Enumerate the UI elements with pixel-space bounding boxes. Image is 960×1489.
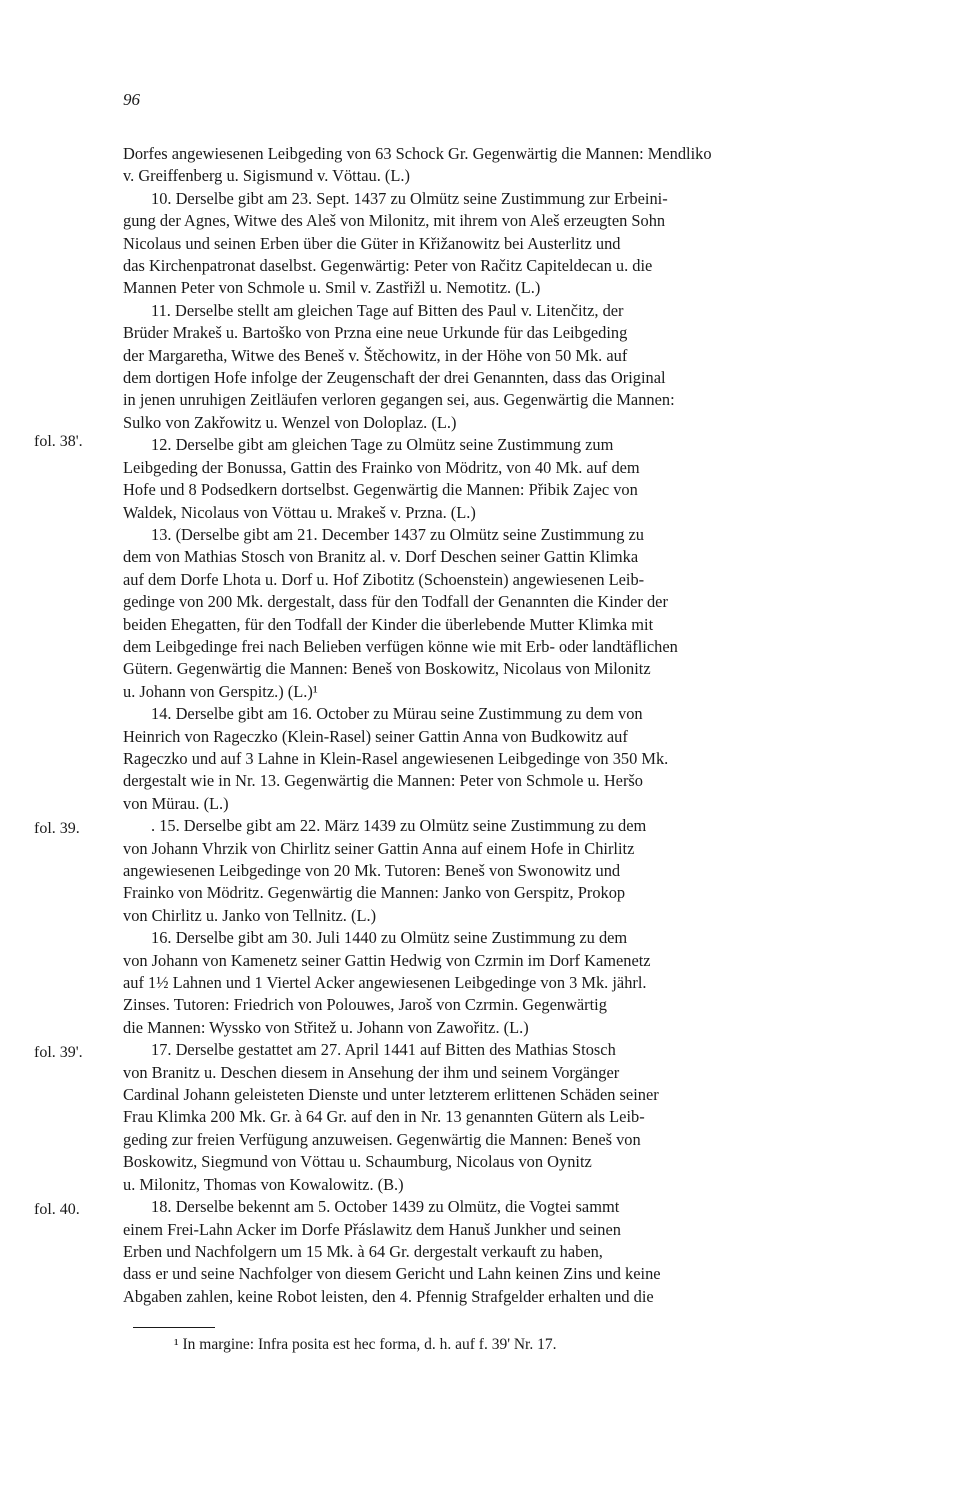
text-line: 11. Derselbe stellt am gleichen Tage auf Bitten des Paul v. Litenčitz, der: [151, 300, 624, 320]
text-line: von Johann von Kamenetz seiner Gattin Hedwig von Czrmin im Dorf Kamenetz: [123, 950, 651, 970]
text-line: dass er und seine Nachfolger von diesem Gericht und Lahn keinen Zins und keine: [123, 1264, 661, 1284]
margin-note-fol-39: fol. 39.: [34, 820, 80, 837]
text-line: 12. Derselbe gibt am gleichen Tage zu Olmütz seine Zustimmung zum: [151, 435, 614, 455]
page-number: 96: [123, 90, 140, 109]
text-line: u. Johann von Gerspitz.) (L.)¹: [123, 681, 318, 701]
text-line: Boskowitz, Siegmund von Vöttau u. Schaumburg, Nicolaus von Oynitz: [123, 1152, 592, 1172]
text-line: 17. Derselbe gestattet am 27. April 1441 auf Bitten des Mathias Stosch: [151, 1040, 616, 1060]
text-line: Frau Klimka 200 Mk. Gr. à 64 Gr. auf den in Nr. 13 genannten Gütern als Leib-: [123, 1107, 645, 1127]
text-line: dem von Mathias Stosch von Branitz al. v. Dorf Deschen seiner Gattin Klimka: [123, 547, 639, 567]
text-line: Nicolaus und seinen Erben über die Güter in Křižanowitz bei Austerlitz und: [123, 233, 621, 253]
text-line: Leibgeding der Bonussa, Gattin des Frainko von Mödritz, von 40 Mk. auf dem: [123, 457, 640, 477]
text-line: 16. Derselbe gibt am 30. Juli 1440 zu Olmütz seine Zustimmung zu dem: [151, 928, 628, 948]
text-line: . 15. Derselbe gibt am 22. März 1439 zu Olmütz seine Zustimmung zu dem: [151, 816, 647, 836]
text-line: u. Milonitz, Thomas von Kowalowitz. (B.): [123, 1174, 404, 1194]
text-line: Dorfes angewiesenen Leibgeding von 63 Schock Gr. Gegenwärtig die Mannen: Mendliko: [123, 144, 712, 163]
text-line: von Mürau. (L.): [123, 793, 229, 813]
footnote-divider: [133, 1327, 215, 1328]
text-line: beiden Ehegatten, für den Todfall der Kinder die überlebende Mutter Klimka mit: [123, 614, 654, 634]
text-line: 10. Derselbe gibt am 23. Sept. 1437 zu Olmütz seine Zustimmung zur Erbeini-: [151, 188, 668, 208]
text-line: von Chirlitz u. Janko von Tellnitz. (L.): [123, 905, 377, 925]
margin-note-fol-38v: fol. 38'.: [34, 433, 83, 450]
text-line: in jenen unruhigen Zeitläufen verloren gegangen sei, aus. Gegenwärtig die Mannen:: [123, 390, 675, 410]
text-line: auf 1½ Lahnen und 1 Viertel Acker angewiesenen Leibgedinge von 3 Mk. jährl.: [123, 973, 647, 993]
text-line: gung der Agnes, Witwe des Aleš von Milonitz, mit ihrem von Aleš erzeugten Sohn: [123, 211, 666, 231]
text-line: von Branitz u. Deschen diesem in Ansehung der ihm und seinem Vorgänger: [123, 1062, 620, 1082]
text-line: Gütern. Gegenwärtig die Mannen: Beneš von Boskowitz, Nicolaus von Milonitz: [123, 659, 651, 679]
text-line: einem Frei-Lahn Acker im Dorfe Přáslawitz dem Hanuš Junkher und seinen: [123, 1219, 621, 1239]
text-line: 13. (Derselbe gibt am 21. December 1437 zu Olmütz seine Zustimmung zu: [151, 524, 644, 544]
text-line: geding zur freien Verfügung anzuweisen. Gegenwärtig die Mannen: Beneš von: [123, 1129, 641, 1149]
text-line: dergestalt wie in Nr. 13. Gegenwärtig die Mannen: Peter von Schmole u. Heršo: [123, 771, 643, 791]
text-line: der Margaretha, Witwe des Beneš v. Štěchowitz, in der Höhe von 50 Mk. auf: [123, 345, 628, 365]
text-line: dem dortigen Hofe infolge der Zeugenschaft der drei Genannten, dass das Original: [123, 368, 666, 388]
text-line: dem Leibgedinge frei nach Belieben verfügen könne wie mit Erb- oder landtäflichen: [123, 636, 678, 656]
text-line: Hofe und 8 Podsedkern dortselbst. Gegenwärtig die Mannen: Přibik Zajec von: [123, 480, 638, 500]
text-line: Mannen Peter von Schmole u. Smil v. Zastřižl u. Nemotitz. (L.): [123, 278, 541, 298]
text-line: Erben und Nachfolgern um 15 Mk. à 64 Gr. dergestalt verkauft zu haben,: [123, 1241, 603, 1261]
text-line: Heinrich von Rageczko (Klein-Rasel) seiner Gattin Anna von Budkowitz auf: [123, 726, 628, 746]
text-line: die Mannen: Wyssko von Střitež u. Johann von Zawořitz. (L.): [123, 1017, 529, 1037]
text-line: Waldek, Nicolaus von Vöttau u. Mrakeš v. Przna. (L.): [123, 502, 476, 522]
footnote: ¹ In margine: Infra posita est hec forma, d. h. auf f. 39' Nr. 17.: [174, 1336, 557, 1353]
margin-note-fol-40: fol. 40.: [34, 1201, 80, 1218]
text-line: v. Greiffenberg u. Sigismund v. Vöttau. (L.): [123, 166, 410, 186]
text-line: Zinses. Tutoren: Friedrich von Polouwes, Jaroš von Czrmin. Gegenwärtig: [123, 995, 607, 1015]
text-line: auf dem Dorfe Lhota u. Dorf u. Hof Zibotitz (Schoenstein) angewiesenen Leib-: [123, 569, 645, 589]
text-line: von Johann Vhrzik von Chirlitz seiner Gattin Anna auf einem Hofe in Chirlitz: [123, 838, 635, 858]
main-text: [123, 143, 829, 1308]
text-line: Sulko von Zakřowitz u. Wenzel von Doloplaz. (L.): [123, 412, 457, 432]
text-line: Abgaben zahlen, keine Robot leisten, den 4. Pfennig Strafgelder erhalten und die: [123, 1286, 654, 1306]
text-line: Frainko von Mödritz. Gegenwärtig die Mannen: Janko von Gerspitz, Prokop: [123, 883, 626, 903]
text-line: 18. Derselbe bekennt am 5. October 1439 zu Olmütz, die Vogtei sammt: [151, 1197, 620, 1217]
text-line: Cardinal Johann geleisteten Dienste und unter letzterem erlittenen Schäden seiner: [123, 1085, 659, 1105]
text-line: Rageczko und auf 3 Lahne in Klein-Rasel angewiesenen Leibgedinge von 350 Mk.: [123, 748, 669, 768]
text-line: das Kirchenpatronat daselbst. Gegenwärtig: Peter von Račitz Capiteldecan u. die: [123, 256, 653, 276]
text-line: Brüder Mrakeš u. Bartoško von Przna eine neue Urkunde für das Leibgeding: [123, 323, 628, 343]
text-line: angewiesenen Leibgedinge von 20 Mk. Tutoren: Beneš von Swonowitz und: [123, 861, 621, 880]
text-line: 14. Derselbe gibt am 16. October zu Mürau seine Zustimmung zu dem von: [151, 704, 643, 724]
text-line: gedinge von 200 Mk. dergestalt, dass für den Todfall der Genannten die Kinder der: [123, 592, 668, 612]
margin-note-fol-39v: fol. 39'.: [34, 1044, 83, 1061]
